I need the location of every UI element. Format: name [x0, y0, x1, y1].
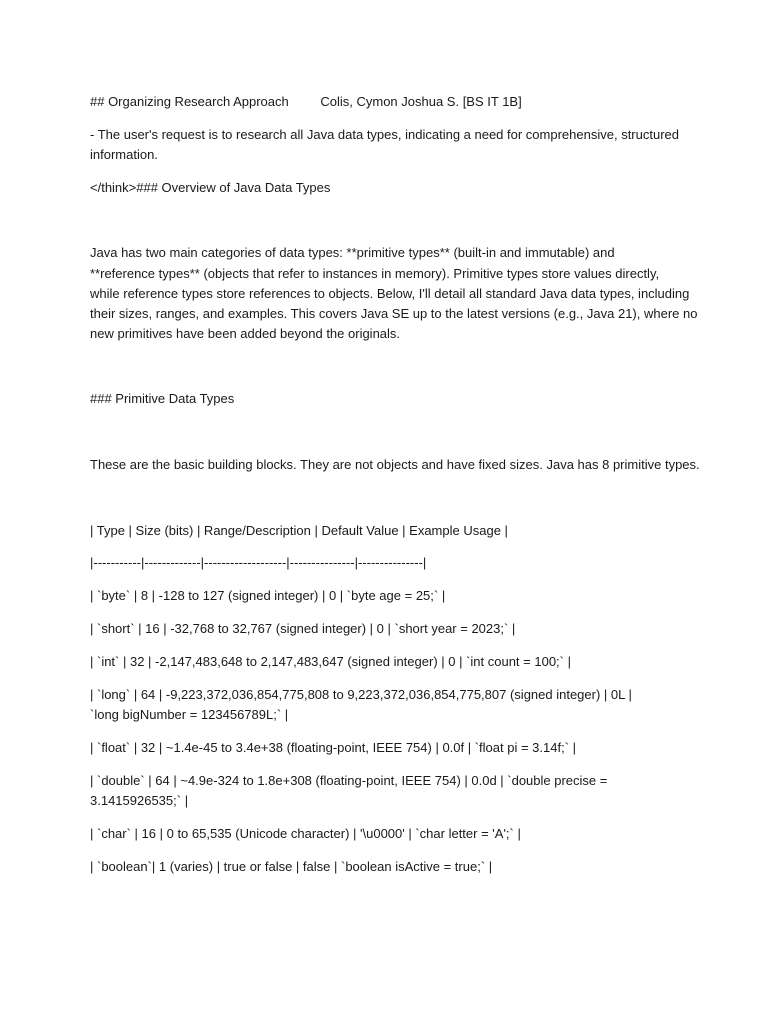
intro-line-3: while reference types store references to objects. Below, I'll detail all standard Java data types, including [90, 286, 690, 301]
intro-line-5: new primitives have been added beyond the originals. [90, 326, 401, 341]
table-row-int: | `int` | 32 | -2,147,483,648 to 2,147,483,647 (signed integer) | 0 | `int count = 100;` | [90, 654, 571, 669]
intro-line-4: their sizes, ranges, and examples. This covers Java SE up to the latest versions (e.g., Java 21), where no [90, 306, 698, 321]
intro-line-2: **reference types** (objects that refer to instances in memory). Primitive types store values directly, [90, 266, 660, 281]
table-row-float: | `float` | 32 | ~1.4e-45 to 3.4e+38 (floating-point, IEEE 754) | 0.0f | `float pi = 3.14f;` | [90, 740, 577, 755]
table-row-char: | `char` | 16 | 0 to 65,535 (Unicode character) | '\u0000' | `char letter = 'A';` | [90, 826, 521, 841]
table-row-long: | `long` | 64 | -9,223,372,036,854,775,808 to 9,223,372,036,854,775,807 (signed integer) | 0L | [90, 687, 632, 702]
table-header: | Type | Size (bits) | Range/Description | Default Value | Example Usage | [90, 523, 508, 538]
approach-heading: ## Organizing Research Approach [90, 94, 289, 109]
primitive-heading: ### Primitive Data Types [90, 391, 235, 406]
table-row-double: | `double` | 64 | ~4.9e-324 to 1.8e+308 (floating-point, IEEE 754) | 0.0d | `double precise = [90, 773, 608, 788]
table-separator: |-----------|-------------|-------------------|---------------|---------------| [90, 555, 427, 570]
table-row-boolean: | `boolean`| 1 (varies) | true or false | false | `boolean isActive = true;` | [90, 859, 493, 874]
primitive-intro: These are the basic building blocks. They are not objects and have fixed sizes. Java has 8 primitive types. [90, 457, 700, 472]
table-row-short: | `short` | 16 | -32,768 to 32,767 (signed integer) | 0 | `short year = 2023;` | [90, 621, 516, 636]
title-line [90, 92, 690, 112]
request-line-1: - The user's request is to research all Java data types, indicating a need for comprehensive, structured [90, 127, 679, 142]
overview-heading: </think>### Overview of Java Data Types [90, 180, 331, 195]
intro-line-1: Java has two main categories of data types: **primitive types** (built-in and immutable) and [90, 245, 615, 260]
table-row-double-cont: 3.1415926535;` | [90, 793, 189, 808]
request-line-2: information. [90, 147, 158, 162]
table-row-byte: | `byte` | 8 | -128 to 127 (signed integer) | 0 | `byte age = 25;` | [90, 588, 446, 603]
table-row-long-cont: `long bigNumber = 123456789L;` | [90, 707, 289, 722]
author-name: Colis, Cymon Joshua S. [BS IT 1B] [320, 94, 522, 109]
